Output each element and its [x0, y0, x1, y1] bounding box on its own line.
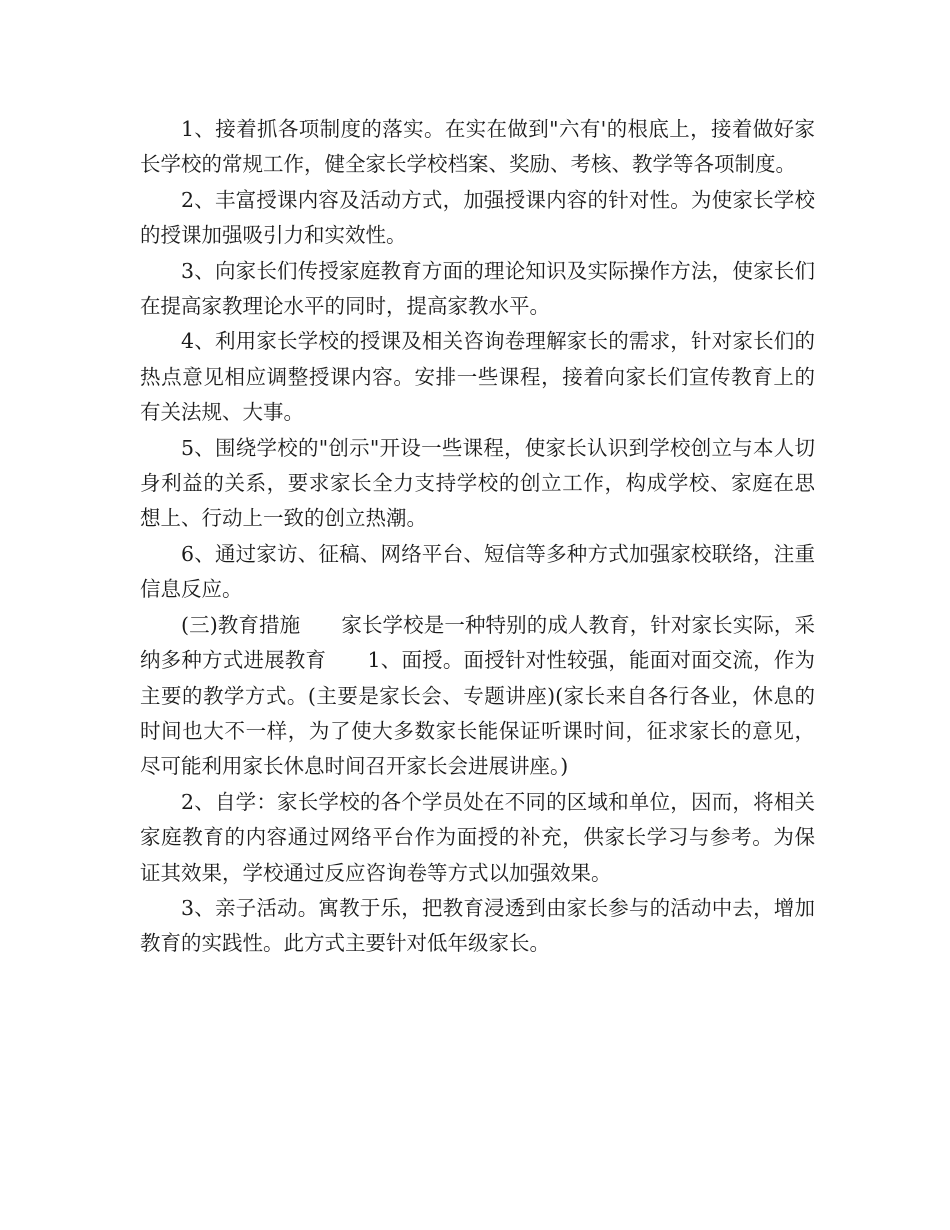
- paragraph-1: 1、接着抓各项制度的落实。在实在做到"六有'的根底上，接着做好家长学校的常规工作，健全家长学校档案、奖励、考核、教学等各项制度。: [140, 117, 815, 177]
- paragraph-education-measures: (三)教育措施 家长学校是一种特别的成人教育，针对家长实际，采纳多种方式进展教育 1、面授。面授针对性较强，能面对面交流，作为主要的教学方式。(主要是家长会、专题讲座)(家长来自各行各业，休息的时间也大不一样，为了使大多数家长能保证听课时间，征求家长的意见，尽可能利用家长休息时间召开家长会进展讲座。): [140, 612, 815, 779]
- paragraph-5: 5、围绕学校的"创示"开设一些课程，使家长认识到学校创立与本人切身利益的关系，要求家长全力支持学校的创立工作，构成学校、家庭在思想上、行动上一致的创立热潮。: [140, 435, 815, 531]
- document-body: [140, 112, 815, 962]
- paragraph-6: 6、通过家访、征稿、网络平台、短信等多种方式加强家校联络，注重信息反应。: [140, 541, 815, 602]
- paragraph-3: 3、向家长们传授家庭教育方面的理论知识及实际操作方法，使家长们在提高家教理论水平的同时，提高家教水平。: [140, 258, 815, 319]
- paragraph-parent-child: 3、亲子活动。寓教于乐，把教育浸透到由家长参与的活动中去，增加教育的实践性。此方式主要针对低年级家长。: [140, 895, 815, 956]
- paragraph-4: 4、利用家长学校的授课及相关咨询卷理解家长的需求，针对家长们的热点意见相应调整授课内容。安排一些课程，接着向家长们宣传教育上的有关法规、大事。: [140, 329, 815, 425]
- paragraph-2: 2、丰富授课内容及活动方式，加强授课内容的针对性。为使家长学校的授课加强吸引力和实效性。: [140, 187, 815, 248]
- paragraph-self-study: 2、自学：家长学校的各个学员处在不同的区域和单位，因而，将相关家庭教育的内容通过网络平台作为面授的补充，供家长学习与参考。为保证其效果，学校通过反应咨询卷等方式以加强效果。: [140, 789, 815, 885]
